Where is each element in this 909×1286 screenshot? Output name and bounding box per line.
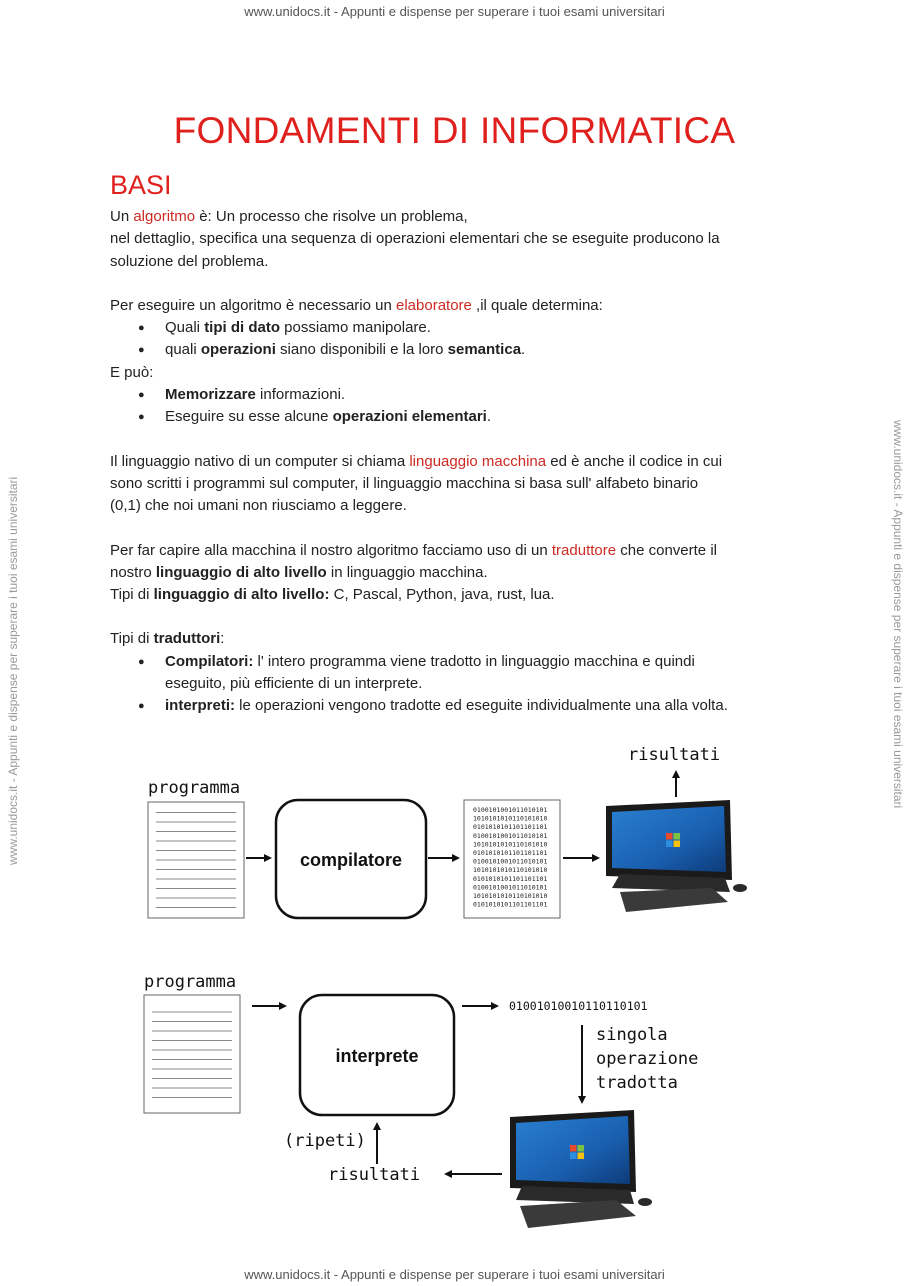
binary-line: 0101010101101101101 bbox=[473, 849, 548, 857]
watermark-bottom: www.unidocs.it - Appunti e dispense per superare i tuoi esami universitari bbox=[244, 1267, 665, 1282]
list-item: ● interpreti: le operazioni vengono tradotte ed eseguite individualmente una alla volta. bbox=[110, 695, 810, 717]
binary-line: 0101010101101101101 bbox=[473, 874, 548, 883]
single-op-line-2: operazione bbox=[596, 1049, 699, 1069]
binary-line: 0100101001011010101 bbox=[473, 857, 548, 866]
text: Per eseguire un algoritmo è necessario un bbox=[110, 296, 396, 314]
text: (0,1) che noi umani non riusciamo a leggere. bbox=[110, 497, 407, 515]
paragraph-translator: Per far capire alla macchina il nostro algoritmo facciamo uso di un traduttore che converte il nostro linguaggio di alto livello in linguaggio macchina. Tipi di linguaggio di alto livello: C, Pascal, Python, java, rust, lua. bbox=[110, 541, 717, 604]
text: ed è anche il codice in cui bbox=[546, 452, 723, 470]
watermark-side-left: www.unidocs.it - Appunti e dispense per superare i tuoi esami universitari bbox=[6, 476, 20, 865]
text: Per far capire alla macchina il nostro algoritmo facciamo uso di un bbox=[110, 541, 552, 559]
text: che converte il bbox=[616, 541, 717, 559]
binary-line: 0101010101101101101 bbox=[473, 823, 548, 832]
watermark-top: www.unidocs.it - Appunti e dispense per superare i tuoi esami universitari bbox=[244, 4, 665, 19]
binary-code: 01001010010110110101 bbox=[509, 999, 648, 1013]
binary-line: 0100101001011010101 bbox=[473, 831, 548, 840]
list-item: ● Compilatori: l' intero programma viene tradotto in linguaggio macchina e quindi eseguito, più efficiente di un interprete. bbox=[110, 651, 810, 696]
document-title: FONDAMENTI DI INFORMATICA bbox=[173, 110, 736, 151]
interpreter-label: interprete bbox=[335, 1046, 419, 1066]
text: è: Un processo che risolve un problema, bbox=[195, 208, 468, 225]
term-linguaggio-macchina: linguaggio macchina bbox=[409, 452, 547, 470]
repeat-label: (ripeti) bbox=[284, 1131, 366, 1151]
list-item: ● Quali tipi di dato possiamo manipolare. bbox=[110, 317, 810, 339]
term-traduttore: traduttore bbox=[551, 541, 617, 559]
results-label: risultati bbox=[628, 745, 721, 765]
list-item: ● Eseguire su esse alcune operazioni elementari. bbox=[110, 406, 810, 428]
program-label: programma bbox=[148, 778, 241, 798]
text: soluzione del problema. bbox=[110, 252, 269, 270]
section-title: BASI bbox=[110, 170, 172, 200]
interpreter-diagram bbox=[144, 972, 698, 1228]
list-item: ● Memorizzare informazioni. bbox=[110, 384, 810, 406]
binary-line: 1010101010110101010 bbox=[473, 814, 548, 823]
binary-line: 0100101001011010101 bbox=[473, 883, 548, 892]
program-document-icon-2 bbox=[144, 995, 240, 1113]
single-op-line-1: singola bbox=[596, 1025, 668, 1045]
text: nel dettaglio, specifica una sequenza di operazioni elementari che se eseguite producono la bbox=[110, 230, 720, 248]
compiler-diagram bbox=[148, 745, 747, 918]
term-algoritmo: algoritmo bbox=[133, 208, 196, 225]
paragraph-translator-types: Tipi di traduttori: bbox=[110, 630, 225, 648]
list-item: ● quali operazioni siano disponibili e la loro semantica. bbox=[110, 339, 810, 361]
machine-code-document bbox=[464, 800, 560, 918]
text: Il linguaggio nativo di un computer si chiama bbox=[110, 452, 410, 470]
watermark-side-right: www.unidocs.it - Appunti e dispense per superare i tuoi esami universitari bbox=[891, 420, 905, 809]
text: Un bbox=[110, 208, 134, 225]
single-op-line-3: tradotta bbox=[596, 1073, 678, 1093]
binary-line: 1010101010110101010 bbox=[473, 840, 548, 849]
program-label-2: programma bbox=[144, 972, 237, 992]
binary-line: 0100101001011010101 bbox=[473, 806, 548, 814]
binary-line: 0101010101101101101 bbox=[473, 900, 548, 909]
text: ,il quale determina: bbox=[471, 296, 603, 314]
term-elaboratore: elaboratore bbox=[396, 296, 472, 314]
text: sono scritti i programmi sul computer, il linguaggio macchina si basa sull' alfabeto binario bbox=[110, 474, 699, 492]
compiler-label: compilatore bbox=[299, 850, 403, 870]
program-document-icon bbox=[148, 802, 244, 918]
binary-line: 1010101010110101010 bbox=[473, 866, 548, 875]
text-epuo: E può: bbox=[110, 363, 154, 381]
computer-icon bbox=[606, 800, 747, 912]
results-label-2: risultati bbox=[328, 1165, 421, 1185]
computer-icon-2 bbox=[510, 1110, 652, 1228]
binary-line: 1010101010110101010 bbox=[473, 892, 548, 900]
